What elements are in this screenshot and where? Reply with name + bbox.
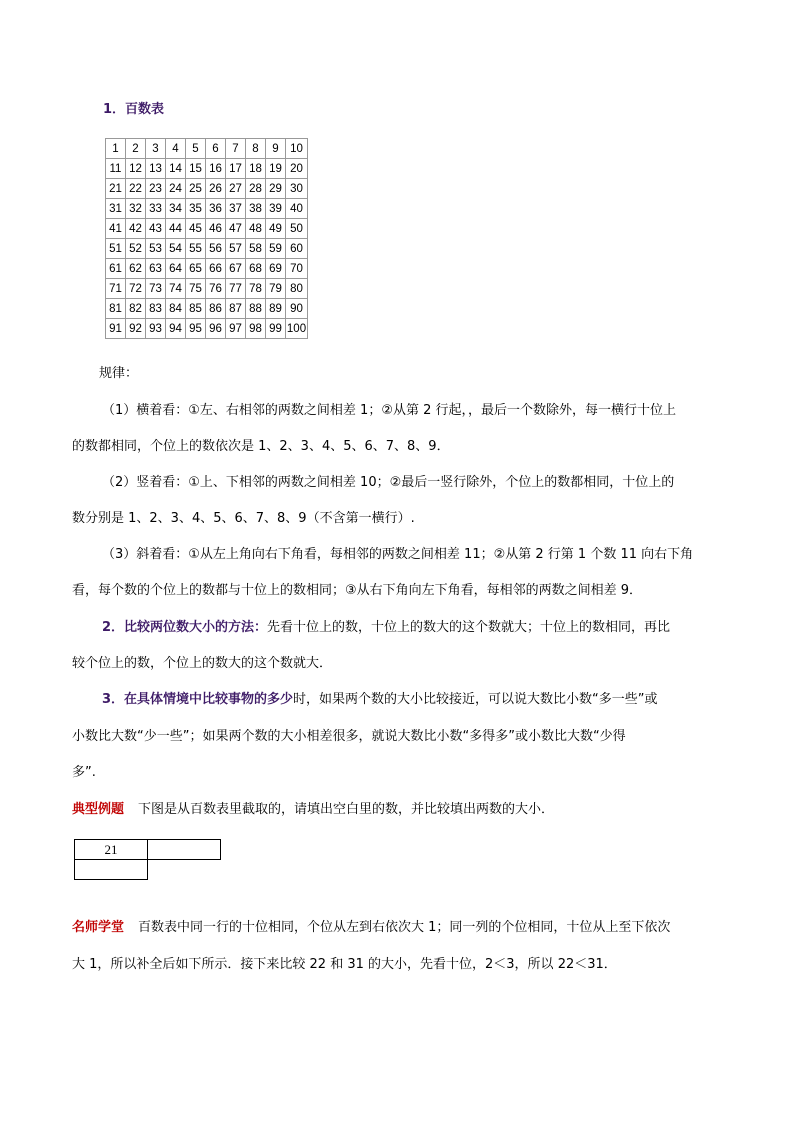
hundred-table-cell: 93: [146, 319, 166, 339]
hundred-table-cell: 13: [146, 159, 166, 179]
hundred-table-cell: 100: [286, 319, 308, 339]
hundred-table-cell: 61: [106, 259, 126, 279]
hundred-table-row: [106, 299, 308, 319]
hundred-table-cell: 50: [286, 219, 308, 239]
hundred-table-cell: 70: [286, 259, 308, 279]
hundred-table-cell: 30: [286, 179, 308, 199]
example-fill-table: [74, 839, 221, 880]
hundred-table-cell: 65: [186, 259, 206, 279]
hundred-table-row: [106, 199, 308, 219]
hundred-table-cell: 54: [166, 239, 186, 259]
hundred-table-cell: 71: [106, 279, 126, 299]
hundred-table-cell: 64: [166, 259, 186, 279]
hundred-table: [105, 138, 308, 339]
hundred-table-cell: 46: [206, 219, 226, 239]
hundred-table-cell: 39: [266, 199, 286, 219]
hundred-table-cell: 21: [106, 179, 126, 199]
hundred-table-row: [106, 239, 308, 259]
hundred-table-cell: 18: [246, 159, 266, 179]
hundred-table-cell: 36: [206, 199, 226, 219]
hundred-table-cell: 27: [226, 179, 246, 199]
hundred-table-cell: 57: [226, 239, 246, 259]
section2-title: 2．比较两位数大小的方法：: [102, 620, 268, 635]
section3-text1: 时，如果两个数的大小比较接近，可以说大数比小数“多一些”或: [293, 692, 658, 707]
hundred-table-cell: 42: [126, 219, 146, 239]
hundred-table-cell: 62: [126, 259, 146, 279]
hundred-table-row: [106, 179, 308, 199]
hundred-table-cell: 53: [146, 239, 166, 259]
hundred-table-cell: 1: [106, 139, 126, 159]
hundred-table-cell: 16: [206, 159, 226, 179]
hundred-table-cell: 24: [166, 179, 186, 199]
example-line: [72, 801, 554, 819]
hundred-table-cell: 31: [106, 199, 126, 219]
section2-line1: [102, 619, 670, 637]
hundred-table-cell: 29: [266, 179, 286, 199]
section3-line1: [102, 691, 658, 709]
hundred-table-cell: 97: [226, 319, 246, 339]
hundred-table-cell: 38: [246, 199, 266, 219]
example-blank-cell-right[interactable]: [148, 840, 221, 860]
hundred-table-cell: 89: [266, 299, 286, 319]
hundred-table-cell: 82: [126, 299, 146, 319]
hundred-table-cell: 63: [146, 259, 166, 279]
hundred-table-row: [106, 259, 308, 279]
hundred-table-cell: 87: [226, 299, 246, 319]
rules-label: 规律：: [99, 366, 139, 381]
teacher-label: 名师学堂: [72, 920, 125, 935]
hundred-table-cell: 47: [226, 219, 246, 239]
example-empty-space: [148, 860, 221, 880]
rule1-line2: 的数都相同，个位上的数依次是 1、2、3、4、5、6、7、8、9．: [72, 439, 450, 454]
section1-title: 1．百数表: [103, 102, 165, 117]
hundred-table-cell: 17: [226, 159, 246, 179]
hundred-table-cell: 5: [186, 139, 206, 159]
hundred-table-cell: 92: [126, 319, 146, 339]
hundred-table-cell: 43: [146, 219, 166, 239]
hundred-table-cell: 60: [286, 239, 308, 259]
hundred-table-cell: 49: [266, 219, 286, 239]
hundred-table-cell: 48: [246, 219, 266, 239]
hundred-table-cell: 98: [246, 319, 266, 339]
hundred-table-cell: 59: [266, 239, 286, 259]
hundred-table-cell: 40: [286, 199, 308, 219]
hundred-table-cell: 73: [146, 279, 166, 299]
hundred-table-cell: 83: [146, 299, 166, 319]
hundred-table-cell: 19: [266, 159, 286, 179]
hundred-table-row: [106, 219, 308, 239]
hundred-table-cell: 11: [106, 159, 126, 179]
hundred-table-cell: 41: [106, 219, 126, 239]
hundred-table-cell: 76: [206, 279, 226, 299]
hundred-table-cell: 74: [166, 279, 186, 299]
hundred-table-cell: 84: [166, 299, 186, 319]
hundred-table-cell: 66: [206, 259, 226, 279]
section3-line2: 小数比大数“少一些”；如果两个数的大小相差很多，就说大数比小数“多得多”或小数比大数“少得: [72, 729, 626, 744]
hundred-table-row: [106, 159, 308, 179]
example-blank-cell-below[interactable]: [75, 860, 148, 880]
hundred-table-cell: 69: [266, 259, 286, 279]
rule1-line1: （1）横着看：①左、右相邻的两数之间相差 1；②从第 2 行起，，最后一个数除外，每一横行十位上: [102, 403, 677, 418]
hundred-table-cell: 86: [206, 299, 226, 319]
rule3-line1: （3）斜着看：①从左上角向右下角看，每相邻的两数之间相差 11；②从第 2 行第 1 个数 11 向右下角: [102, 547, 694, 562]
hundred-table-cell: 45: [186, 219, 206, 239]
hundred-table-cell: 67: [226, 259, 246, 279]
hundred-table-cell: 58: [246, 239, 266, 259]
hundred-table-cell: 68: [246, 259, 266, 279]
section2-text1: 先看十位上的数，十位上的数大的这个数就大；十位上的数相同，再比: [267, 620, 671, 635]
hundred-table-row: [106, 319, 308, 339]
hundred-table-cell: 75: [186, 279, 206, 299]
hundred-table-cell: 52: [126, 239, 146, 259]
hundred-table-cell: 4: [166, 139, 186, 159]
hundred-table-cell: 34: [166, 199, 186, 219]
hundred-table-cell: 56: [206, 239, 226, 259]
teacher-line2: 大 1，所以补全后如下所示．接下来比较 22 和 31 的大小，先看十位，2＜3，所以 22＜31．: [72, 957, 617, 972]
hundred-table-cell: 44: [166, 219, 186, 239]
hundred-table-row: [106, 139, 308, 159]
hundred-table-cell: 94: [166, 319, 186, 339]
hundred-table-cell: 10: [286, 139, 308, 159]
hundred-table-cell: 9: [266, 139, 286, 159]
hundred-table-cell: 2: [126, 139, 146, 159]
hundred-table-cell: 22: [126, 179, 146, 199]
section3-line3: 多”.: [72, 765, 96, 780]
hundred-table-cell: 12: [126, 159, 146, 179]
hundred-table-cell: 55: [186, 239, 206, 259]
hundred-table-cell: 77: [226, 279, 246, 299]
example-text: 下图是从百数表里截取的，请填出空白里的数，并比较填出两数的大小．: [138, 802, 555, 817]
hundred-table-cell: 90: [286, 299, 308, 319]
hundred-table-cell: 26: [206, 179, 226, 199]
hundred-table-cell: 51: [106, 239, 126, 259]
section2-line2: 较个位上的数，个位上的数大的这个数就大．: [72, 656, 333, 671]
section3-title: 3．在具体情境中比较事物的多少: [102, 692, 294, 707]
hundred-table-cell: 14: [166, 159, 186, 179]
rule2-line2: 数分别是 1、2、3、4、5、6、7、8、9（不含第一横行）.: [72, 511, 415, 526]
rule2-line1: （2）竖着看：①上、下相邻的两数之间相差 10；②最后一竖行除外，个位上的数都相同，十位上的: [102, 475, 675, 490]
example-label: 典型例题: [72, 802, 125, 817]
hundred-table-cell: 20: [286, 159, 308, 179]
hundred-table-cell: 32: [126, 199, 146, 219]
teacher-text1: 百数表中同一行的十位相同，个位从左到右依次大 1；同一列的个位相同，十位从上至下依次: [138, 920, 671, 935]
hundred-table-cell: 78: [246, 279, 266, 299]
hundred-table-cell: 80: [286, 279, 308, 299]
hundred-table-cell: 23: [146, 179, 166, 199]
hundred-table-cell: 37: [226, 199, 246, 219]
hundred-table-row: [106, 279, 308, 299]
hundred-table-cell: 95: [186, 319, 206, 339]
hundred-table-cell: 15: [186, 159, 206, 179]
example-cell-21: 21: [75, 840, 148, 860]
hundred-table-cell: 7: [226, 139, 246, 159]
hundred-table-cell: 28: [246, 179, 266, 199]
hundred-table-cell: 85: [186, 299, 206, 319]
hundred-table-cell: 88: [246, 299, 266, 319]
hundred-table-cell: 3: [146, 139, 166, 159]
hundred-table-cell: 72: [126, 279, 146, 299]
hundred-table-cell: 8: [246, 139, 266, 159]
hundred-table-cell: 96: [206, 319, 226, 339]
hundred-table-cell: 25: [186, 179, 206, 199]
rule3-line2: 看，每个数的个位上的数都与十位上的数相同；③从右下角向左下角看，每相邻的两数之间相差 9．: [72, 583, 643, 598]
hundred-table-cell: 81: [106, 299, 126, 319]
hundred-table-cell: 35: [186, 199, 206, 219]
hundred-table-cell: 79: [266, 279, 286, 299]
hundred-table-cell: 33: [146, 199, 166, 219]
hundred-table-cell: 99: [266, 319, 286, 339]
hundred-table-cell: 6: [206, 139, 226, 159]
teacher-line1: [72, 919, 670, 937]
hundred-table-cell: 91: [106, 319, 126, 339]
